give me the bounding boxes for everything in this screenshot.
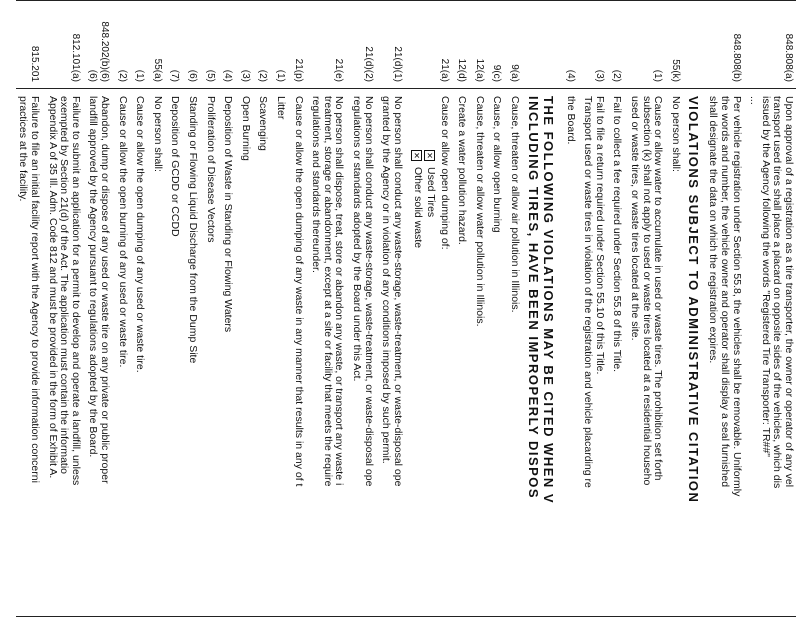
section-code: 21(d)(1): [391, 46, 403, 82]
section-code: 55(a): [151, 58, 163, 82]
subsection-number: (2): [611, 69, 623, 82]
description-line: Standing or Flowing Liquid Discharge from the Dump Site: [187, 96, 199, 364]
description-line: transport used tires shall place a placard on opposite sides of the vehicles, which dis: [771, 96, 784, 489]
subsection-number: (6): [87, 69, 99, 82]
description-line: Open Burning: [239, 96, 252, 161]
description-line: Abandon, dump or dispose of any used or waste tire on any private or public proper: [99, 96, 111, 484]
dump-type-option: [424, 150, 436, 217]
section-code: 55(k): [669, 59, 681, 82]
section-code: 21(p): [292, 58, 304, 82]
description-line: Cause, threaten or allow air pollution in Illinois.: [509, 96, 521, 313]
description-line: granted by the Agency or in violation of any conditions imposed by such permit.: [380, 96, 393, 464]
checkbox-icon: ✕: [411, 150, 422, 161]
section-code: 848.808(b): [730, 33, 742, 82]
section-code: 848.808(a): [783, 33, 794, 82]
section-code: 21(a): [438, 58, 450, 82]
description-line: Litter: [275, 96, 287, 120]
subsection-number: (2): [116, 69, 128, 82]
section-code: 12(d): [456, 58, 468, 82]
description-line: landfill approved by the Agency pursuant to regulations adopted by the Board.: [87, 96, 100, 458]
description-line: used or waste tires, or waste tires located at the site.: [629, 96, 642, 341]
subsection-number: (5): [204, 69, 216, 82]
subsection-number: (1): [275, 69, 286, 82]
description-line: No person shall:: [669, 96, 682, 172]
section-code: 21(e): [333, 58, 345, 82]
section-code: 12(a): [473, 58, 485, 82]
description-line: regulations or standards adopted by the Board under this Act.: [351, 96, 364, 382]
description-line: practices at the facility.: [17, 96, 30, 202]
description-line: Deposition of Waste in Standing or Flowing Waters: [222, 96, 235, 333]
description-line: Transport used or waste tires in violation of the registration and vehicle placarding re: [582, 96, 595, 488]
description-line: Cause or allow water to accumulate in used or waste tires. The prohibition set forth: [652, 96, 665, 481]
description-line: subsection (k) shall not apply to used or waste tires located at a residential househo: [640, 96, 653, 486]
checkbox-icon: ✕: [424, 150, 435, 161]
dump-type-label: Used Tires: [425, 167, 437, 218]
section-code: 812.101(a): [69, 33, 81, 82]
subsection-number: (6): [187, 69, 198, 82]
description-line: Cause or allow the open dumping of any waste in any manner that results in any of t: [292, 96, 305, 487]
section-code: 815.201: [29, 45, 40, 82]
description-line: Cause or allow the open dumping of any used or waste tire.: [134, 96, 147, 373]
description-line: shall designate the data on which the registration expires.: [707, 96, 720, 364]
description-line: the words and number, the vehicle owner and operator shall display a seal furnished: [719, 96, 732, 488]
section-code: 9(a): [509, 64, 520, 82]
section-code: 9(c): [491, 64, 503, 82]
description-line: Upon approval of a registration as a tire transporter, the owner or operator of any vel: [783, 96, 795, 488]
dump-type-label: Other solid waste: [412, 167, 425, 249]
description-line: the Board.: [564, 96, 577, 145]
code-column-rule: [16, 88, 796, 89]
dump-type-option: [411, 150, 423, 248]
description-line: No person shall conduct any waste-storage, waste-treatment, or waste-disposal ope: [391, 96, 404, 487]
subsection-number: (3): [593, 69, 605, 82]
description-line: Cause or allow open dumping of:: [438, 96, 451, 250]
subsection-number: (4): [564, 69, 576, 82]
description-line: No person shall:: [151, 96, 164, 172]
description-line: Fail to file a return required under Section 55.10 of this Title.: [593, 96, 606, 375]
description-line: ...: [748, 96, 761, 105]
description-line: Create a water pollution hazard.: [456, 96, 469, 245]
description-line: Fail to collect a fee required under Section 55.8 of this Title.: [611, 96, 624, 373]
description-line: Cause, threaten or allow water pollution in Illinois.: [473, 96, 486, 327]
heading-admin-citation: VIOLATIONS SUBJECT TO ADMINISTRATIVE CITATION: [685, 96, 701, 504]
description-line: Failure to file an initial facility report with the Agency to provide information concerni: [29, 96, 41, 483]
description-line: No person shall conduct any waste-storage, waste-treatment, or waste-disposal ope: [362, 96, 375, 487]
subsection-number: (3): [239, 69, 251, 82]
subsection-number: (1): [134, 69, 146, 82]
description-line: issued by the Agency following the words "Registered Tire Transporter: TR##": [759, 96, 772, 457]
description-line: Cause or allow the open burning of any used or waste tire.: [116, 96, 129, 368]
heading-improperly-disposed: INCLUDING TIRES, HAVE BEEN IMPROPERLY DISPOS: [526, 96, 541, 500]
section-code: 848.202(b)(6): [99, 21, 110, 82]
description-line: No person shall dispose, treat, store or abandon any waste, or transport any waste i: [333, 96, 346, 486]
heading-may-be-cited: THE FOLLOWING VIOLATIONS MAY BE CITED WHEN V: [541, 96, 556, 505]
subsection-number: (2): [257, 69, 269, 82]
subsection-number: (4): [222, 69, 234, 82]
description-line: Appendix A of 35 Ill. Adm. Code 812 and must be provided in the form of Exhibit A.: [46, 96, 59, 479]
subsection-number: (7): [169, 69, 181, 82]
left-margin-rule: [16, 0, 796, 1]
description-line: Per vehicle registration under Section 55.8, the vehicles shall be removable. Uniformly: [730, 96, 743, 497]
description-line: Failure to submit an application for a permit to develop and operate a landfill, unless: [69, 96, 82, 486]
description-line: regulations and standards thereunder.: [310, 96, 323, 273]
description-line: Deposition of GCDD or CCDD: [169, 96, 182, 237]
description-line: treatment, storage or abandonment, except at a site or facility that meets the require: [321, 96, 334, 487]
description-line: exempted by Section 21(d) of the Act. The application must contain the informatio: [58, 96, 71, 475]
subsection-number: (1): [652, 69, 664, 82]
section-code: 21(d)(2): [362, 46, 374, 82]
description-line: Proliferation of Disease Vectors: [204, 96, 217, 243]
description-line: Cause, or allow open burning: [491, 96, 504, 233]
description-line: Scavenging: [257, 96, 270, 151]
